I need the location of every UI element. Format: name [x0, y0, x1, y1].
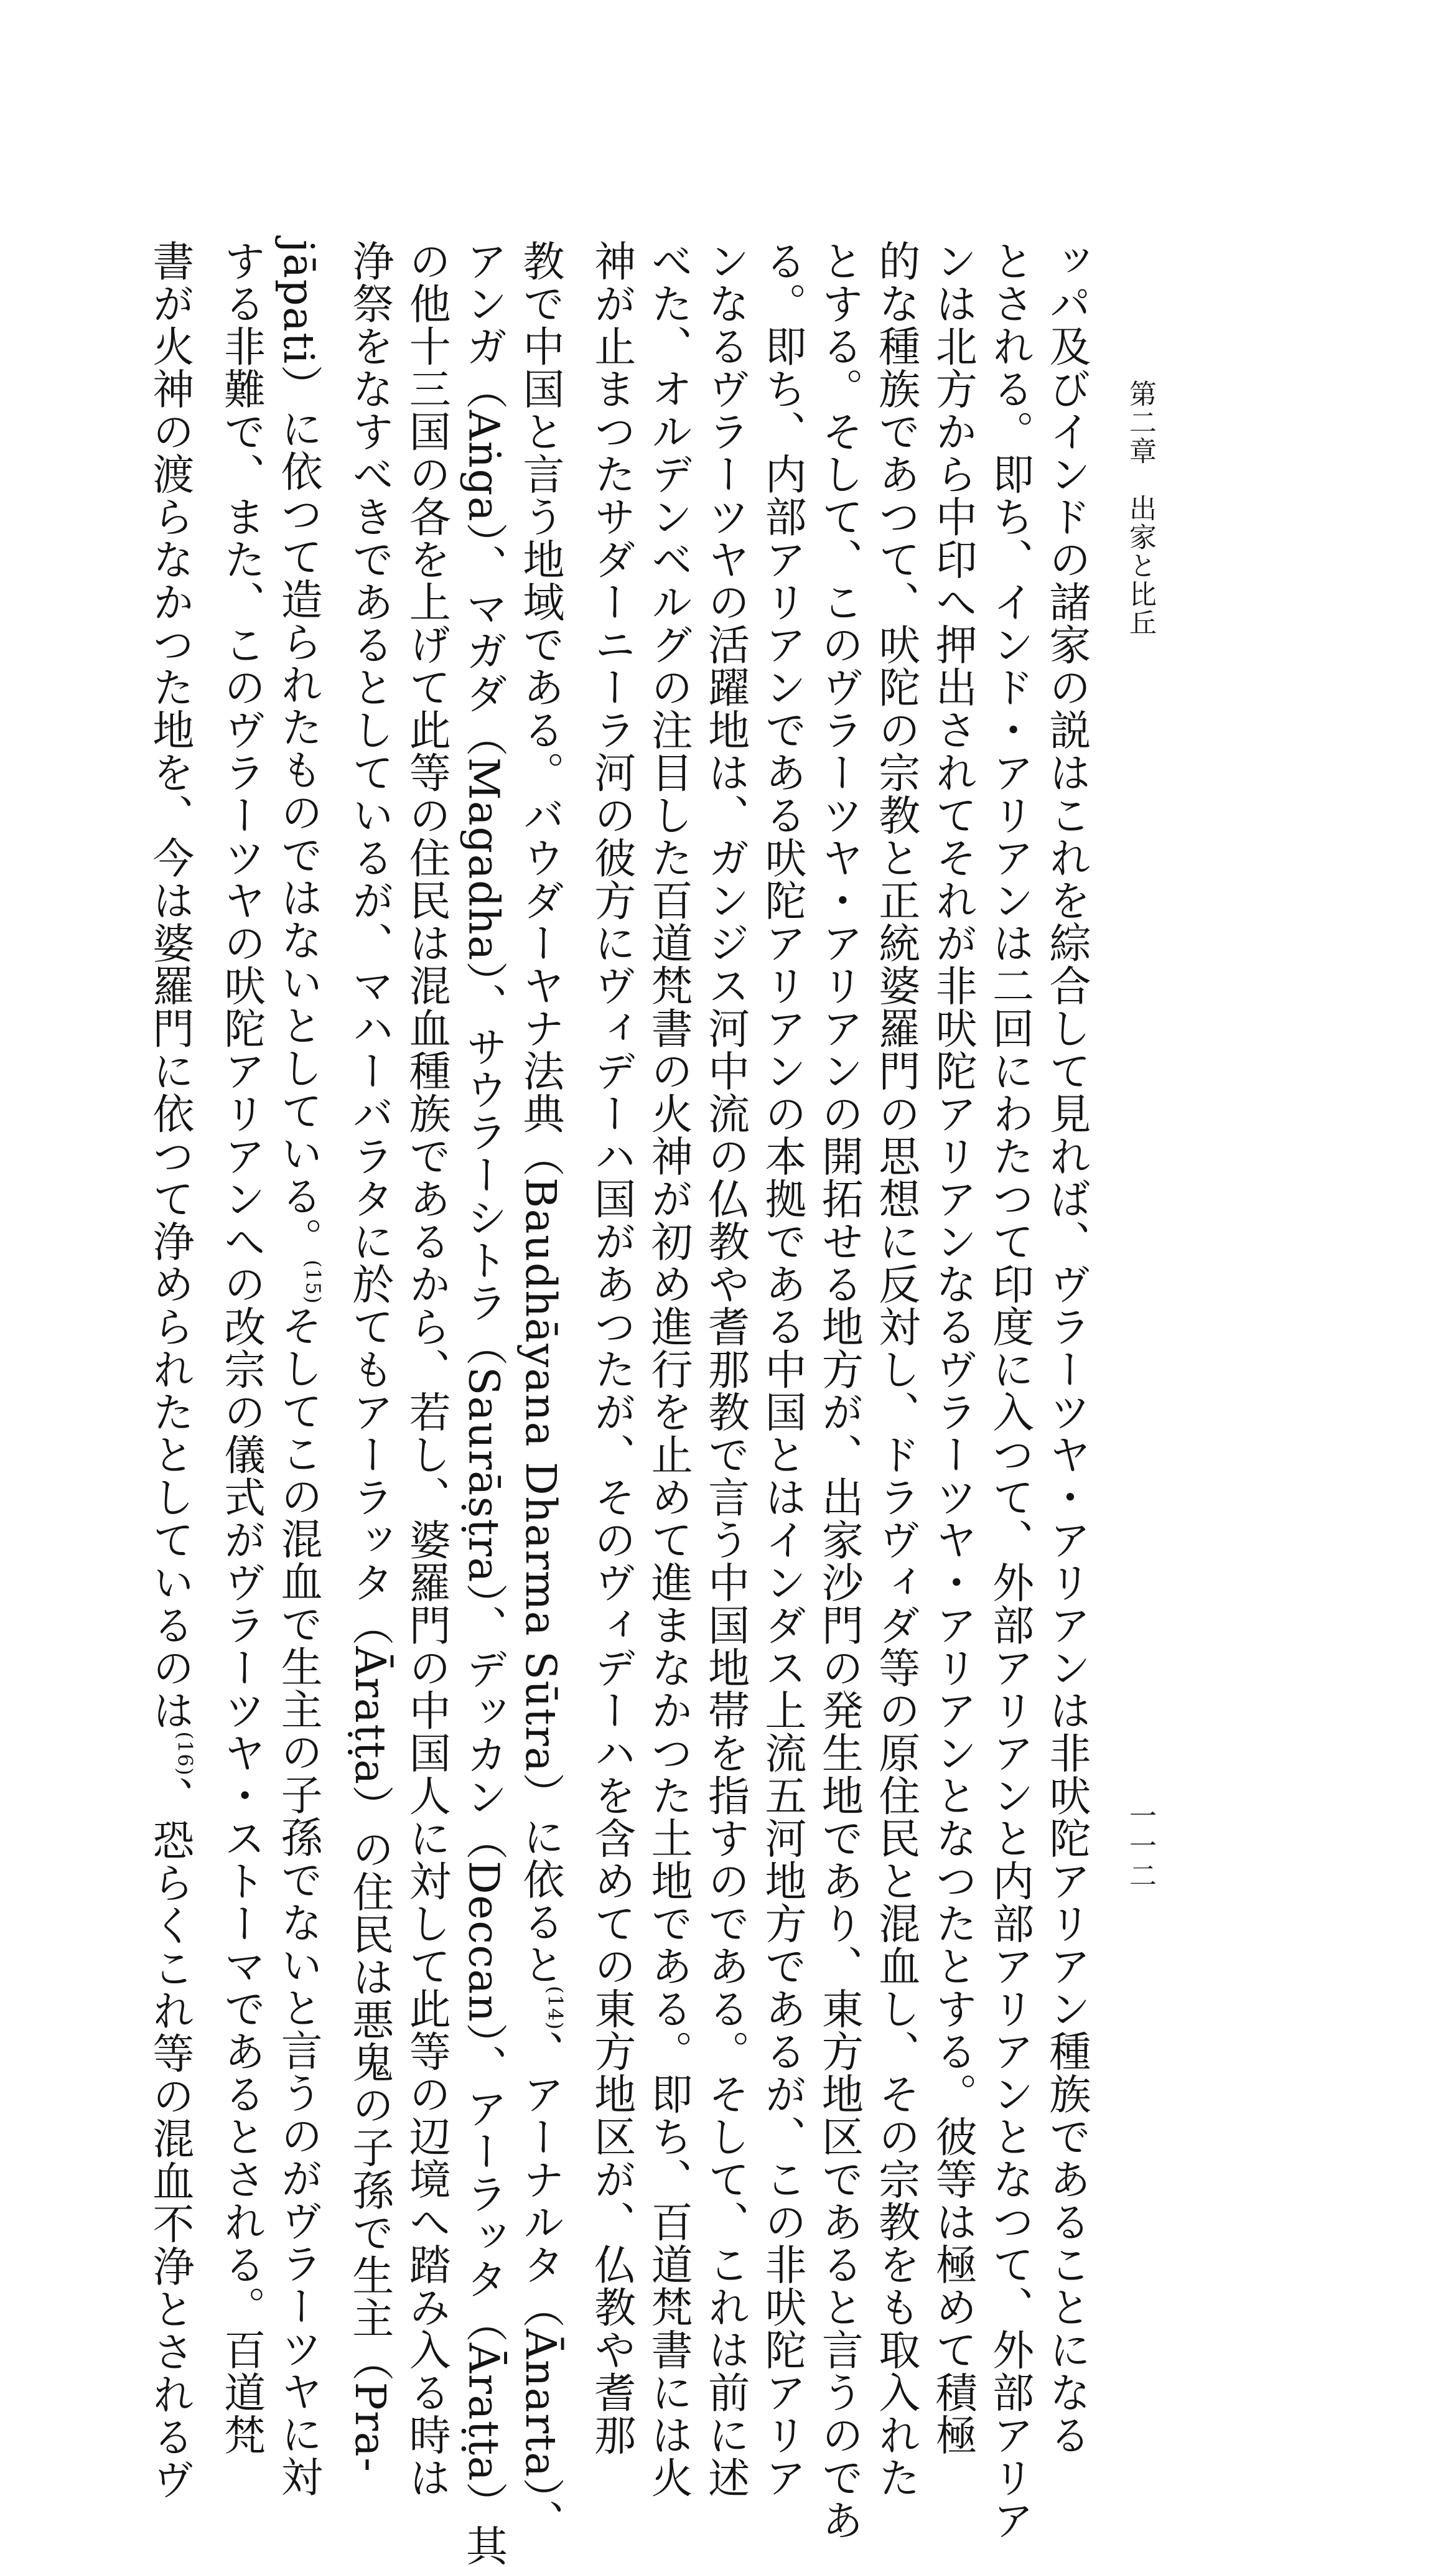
text-line: る。即ち、内部アリアンである吠陀アリアンの本拠である中国とはインダス上流五河地方であるが、この非吠陀アリア — [758, 240, 807, 2499]
text-line: 神が止まつたサダーニーラ河の彼方にヴィデーハ国があつたが、そのヴィデーハを含めての東方地区が、仏教や耆那 — [587, 240, 637, 2456]
text-line: する非難で、また、このヴラーツヤの吠陀アリアンへの改宗の儀式がヴラーツヤ・ストーマであるとされる。百道梵 — [217, 240, 266, 2456]
footnote-mark: (14) — [543, 1986, 567, 2031]
body-text — [146, 240, 1095, 2567]
running-head: 第二章 出家と比丘 — [1124, 380, 1156, 637]
text-line: ンは北方から中印へ押出されてそれが非吠陀アリアンなるヴラーツヤ・アリアンとなつたとする。彼等は極めて積極 — [929, 240, 978, 2456]
text-line: 教で中国と言う地域である。バウダーヤナ法典（Baudhāyana Dharma Sūtra）に依ると$^{(14)}$、アーナルタ（Ānarta）、 — [516, 240, 567, 2543]
text-line: とされる。即ち、インド・アリアンは二回にわたつて印度に入つて、外部アリアンと内部アリアンとなつて、外部アリア — [986, 240, 1035, 2541]
text-line: 書が火神の渡らなかつた地を、今は婆羅門に依つて浄められたとしているのは$^{(16)}$、恐らくこれ等の混血不浄とされるヴ — [146, 240, 197, 2501]
text-line: べた、オルデンベルグの注目した百道梵書の火神が初め進行を止めて進まなかつた土地である。即ち、百道梵書には火 — [645, 240, 694, 2499]
text-line: 的な種族であつて、吠陀の宗教と正統婆羅門の思想に反対し、ドラヴィダ等の原住民と混血し、その宗教をも取入れた — [872, 240, 921, 2499]
page-number: 一一二 — [1124, 1802, 1156, 1891]
text-line: アンガ（Aṅga）、マガダ（Magadha）、サウラーシトラ（Saurāṣṭra）、デッカン（Deccan）、アーラッタ（Āraṭṭa）其 — [459, 240, 508, 2567]
text-line: ッパ及びインドの諸家の説はこれを綜合して見れば、ヴラーツヤ・アリアンは非吠陀アリアン種族であることになる — [1043, 240, 1091, 2456]
footnote-mark: (15) — [301, 1260, 325, 1305]
text-line: ンなるヴラーツヤの活躍地は、ガンジス河中流の仏教や耆那教で言う中国地帯を指すのである。そして、これは前に述 — [701, 240, 750, 2499]
text-line: の他十三国の各を上げて此等の住民は混血種族であるから、若し、婆羅門の中国人に対して此等の辺境へ踏み入る時は — [403, 240, 452, 2499]
text-line: jāpati）に依つて造られたものではないとしている。$^{(15)}$そしてこの混血で生主の子孫でないと言うのがヴラーツヤに対 — [274, 240, 325, 2499]
text-line: とする。そして、このヴラーツヤ・アリアンの開拓せる地方が、出家沙門の発生地であり、東方地区であると言うのであ — [815, 240, 864, 2541]
text-line: 浄祭をなすべきであるとしているが、マハーバラタに於てもアーラッタ（Āraṭṭa）の住民は悪鬼の子孫で生主（Pra- — [345, 240, 394, 2473]
footnote-mark: (16) — [173, 1731, 197, 1777]
